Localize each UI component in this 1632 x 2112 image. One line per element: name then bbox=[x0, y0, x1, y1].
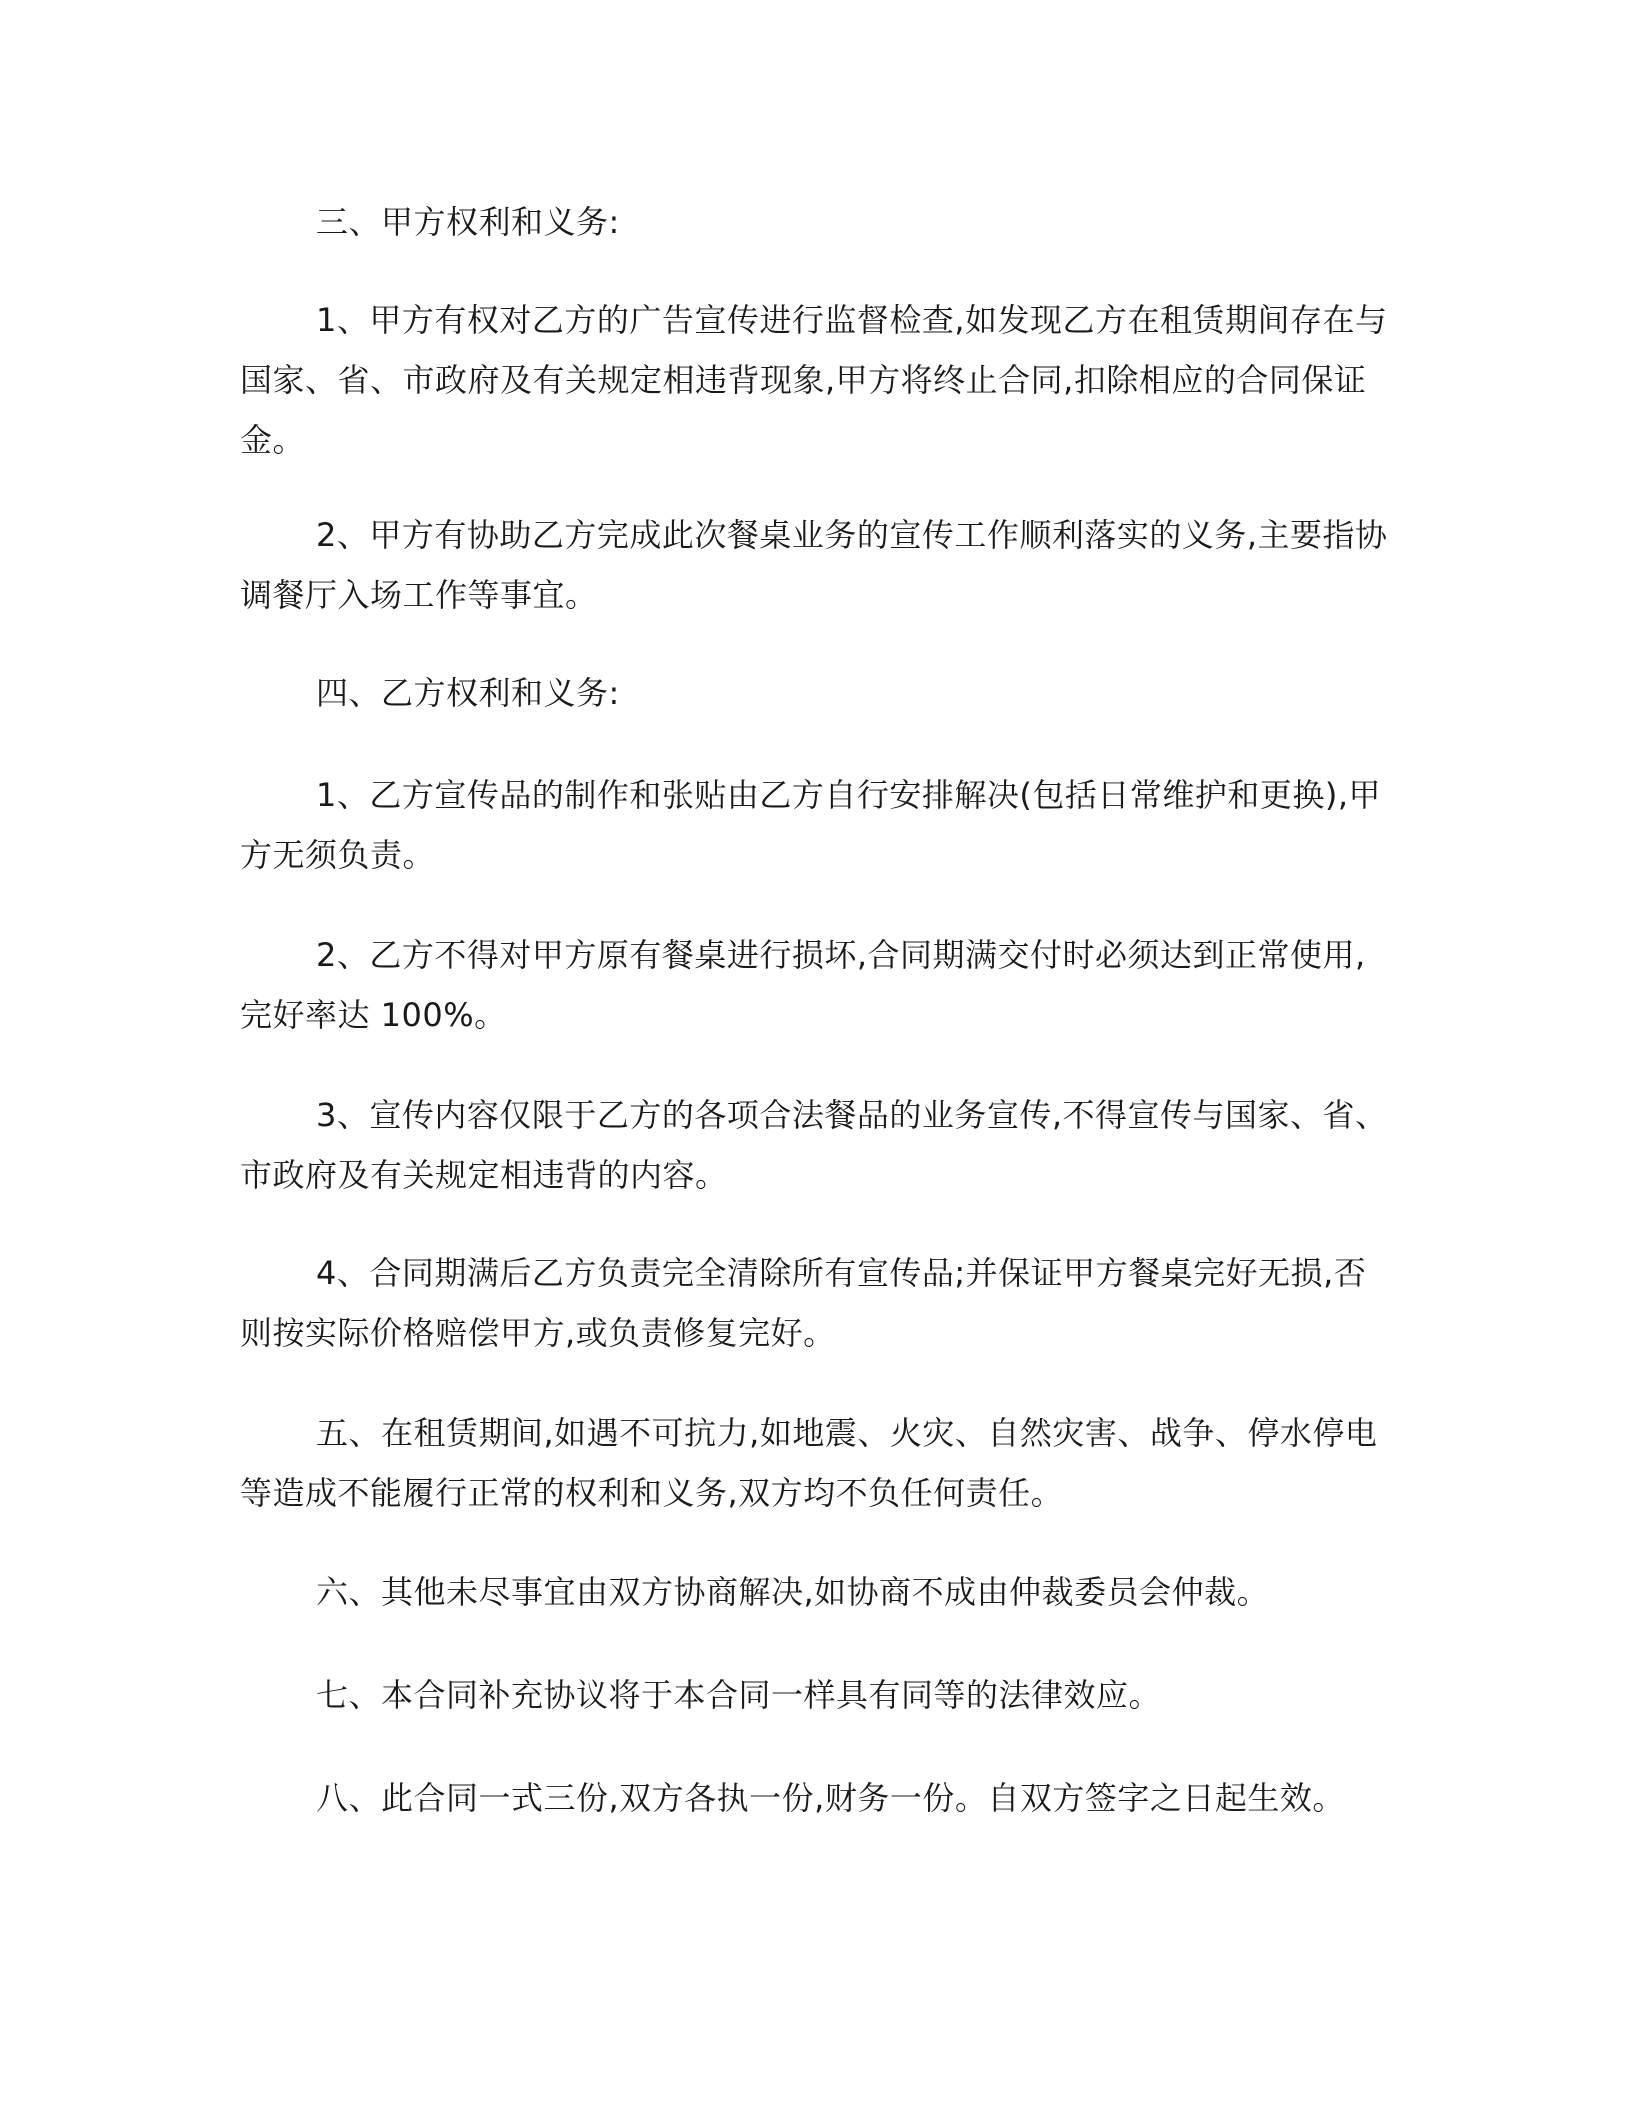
paragraph-party-a-1: 1、甲方有权对乙方的广告宣传进行监督检查,如发现乙方在租赁期间存在与国家、省、市政府及有关规定相违背现象,甲方将终止合同,扣除相应的合同保证金。 bbox=[240, 301, 1388, 459]
paragraph-party-a-2: 2、甲方有协助乙方完成此次餐桌业务的宣传工作顺利落实的义务,主要指协调餐厅入场工作等事宜。 bbox=[240, 516, 1388, 614]
paragraph-supplementary: 七、本合同补充协议将于本合同一样具有同等的法律效应。 bbox=[316, 1676, 1162, 1714]
paragraph-force-majeure: 五、在租赁期间,如遇不可抗力,如地震、火灾、自然灾害、战争、停水停电等造成不能履行正常的权利和义务,双方均不负任何责任。 bbox=[240, 1414, 1378, 1512]
paragraph-copies: 八、此合同一式三份,双方各执一份,财务一份。自双方签字之日起生效。 bbox=[316, 1779, 1345, 1817]
section-heading-party-a: 三、甲方权利和义务: bbox=[316, 203, 620, 241]
paragraph-party-b-3: 3、宣传内容仅限于乙方的各项合法餐品的业务宣传,不得宣传与国家、省、市政府及有关规定相违背的内容。 bbox=[240, 1096, 1388, 1194]
paragraph-party-b-2: 2、乙方不得对甲方原有餐桌进行损坏,合同期满交付时必须达到正常使用,完好率达 100%。 bbox=[240, 936, 1366, 1034]
paragraph-other-matters: 六、其他未尽事宜由双方协商解决,如协商不成由仲裁委员会仲裁。 bbox=[316, 1573, 1270, 1611]
paragraph-party-b-1: 1、乙方宣传品的制作和张贴由乙方自行安排解决(包括日常维护和更换),甲方无须负责。 bbox=[240, 776, 1382, 874]
section-heading-party-b: 四、乙方权利和义务: bbox=[316, 674, 620, 712]
paragraph-party-b-4: 4、合同期满后乙方负责完全清除所有宣传品;并保证甲方餐桌完好无损,否则按实际价格赔偿甲方,或负责修复完好。 bbox=[240, 1254, 1367, 1352]
